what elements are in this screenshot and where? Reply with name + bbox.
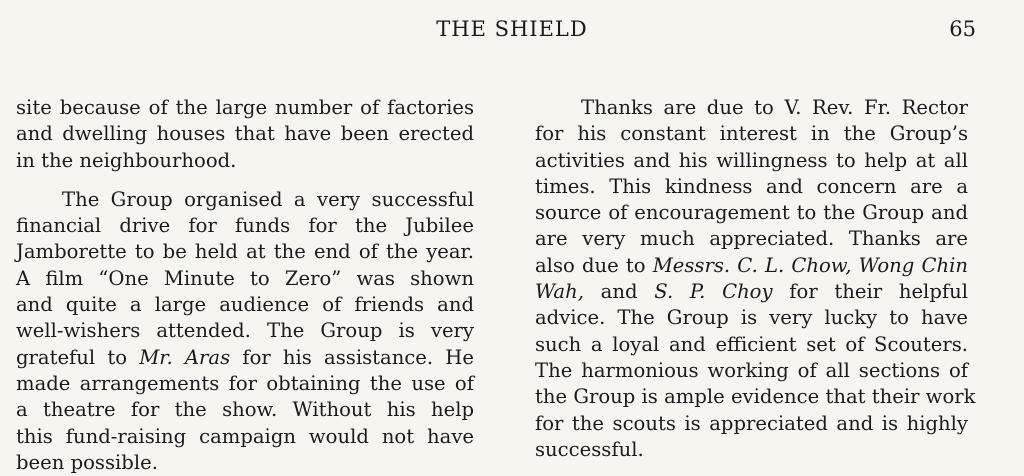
text-segment: for their helpful [772,280,969,304]
text-line: made arrangements for obtaining the use of [16,371,474,395]
text-line: in the neighbourhood. [16,148,237,172]
text-line: a theatre for the show. Without his help [16,398,474,422]
text-line: and quite a large audience of friends and [16,293,474,317]
person-name: S. P. Choy [654,280,773,304]
text-line: financial drive for funds for the Jubilee [16,214,474,238]
text-line: been possible. [16,450,158,474]
text-line: Jamborette to be held at the end of the year. [16,240,474,264]
text-line: times. This kindness and concern are a [535,174,968,198]
text-line [535,253,968,279]
text-line: successful. [535,437,644,461]
text-segment: and [583,280,655,304]
page-header [0,17,1024,47]
person-names: Messrs. C. L. Chow, Wong Chin [652,253,968,277]
text-line: this fund-raising campaign would not have [16,424,474,448]
paragraph [535,95,976,463]
paragraph [16,95,474,174]
text-segment: grateful to [16,345,140,369]
person-name: Wah, [535,280,584,304]
text-line: and dwelling houses that have been erected [16,122,474,146]
text-line: activities and his willingness to help at all [535,148,968,172]
text-line: for the scouts is appreciated and is highly [535,411,968,435]
text-line: advice. The Group is very lucky to have [535,306,968,330]
text-line: are very much appreciated. Thanks are [535,227,968,251]
text-line: A film “One Minute to Zero” was shown [16,266,474,290]
text-line: source of encouragement to the Group and [535,201,968,225]
left-column [16,95,474,476]
text-line: for his constant interest in the Group’s [535,122,968,146]
text-line [16,345,474,371]
text-line [535,279,968,305]
right-column [535,95,976,463]
page-number: 65 [949,17,976,41]
text-line: site because of the large number of factories [16,96,474,119]
text-line: The Group organised a very successful [62,187,474,211]
paragraph [16,187,474,476]
text-line: well-wishers attended. The Group is very [16,319,474,343]
text-segment: also due to [535,253,653,277]
text-line: such a loyal and efficient set of Scouters. [535,332,968,356]
text-segment: for his assistance. He [230,345,474,369]
text-line: The harmonious working of all sections of [535,358,968,382]
person-name: Mr. Aras [139,345,231,369]
text-line: the Group is ample evidence that their work [535,385,976,409]
running-title: THE SHIELD [436,17,588,41]
text-line: Thanks are due to V. Rev. Fr. Rector [581,96,968,119]
